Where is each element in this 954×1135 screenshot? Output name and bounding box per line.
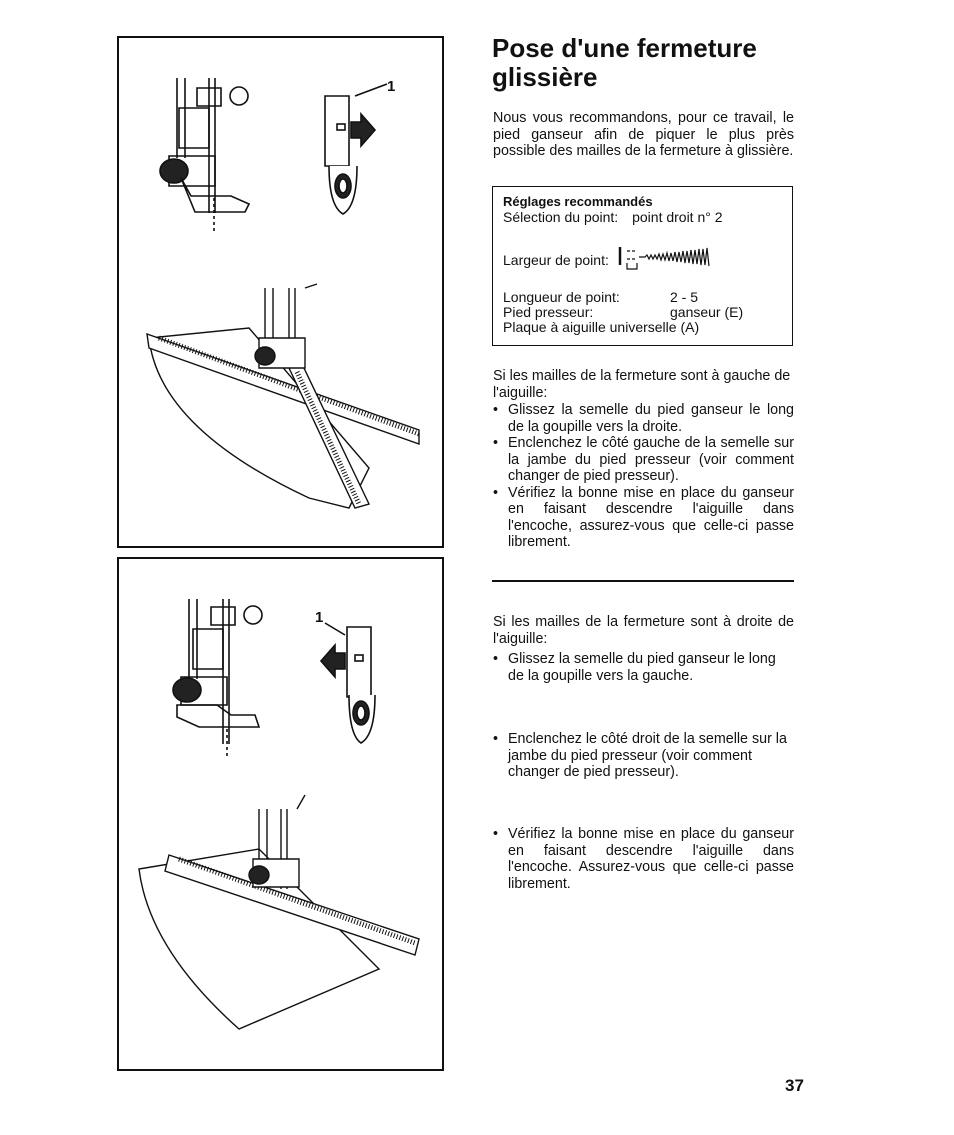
stitch-length-value: 2 - 5 <box>670 289 699 305</box>
section-divider <box>492 580 794 582</box>
illustration-panel-bottom <box>117 557 444 1071</box>
left-section-intro: Si les mailles de la fermeture sont à gauche de l'aiguille: <box>493 368 791 401</box>
zipper-sewing-drawing <box>147 284 419 508</box>
stitch-width-row <box>503 251 757 271</box>
stitch-selection-row <box>503 210 723 226</box>
right-section-bullet-1 <box>493 651 794 684</box>
zipper-foot-right-illustration <box>119 559 442 1069</box>
foot-sole-drawing-2 <box>321 623 375 743</box>
list-item: • Enclenchez le côté droit de la semelle sur la jambe du pied presseur (voir comment changer de pied presseur). <box>493 731 794 781</box>
stitch-width-scale-icon <box>617 241 757 271</box>
presser-foot-drawing <box>160 78 249 232</box>
page-number: 37 <box>785 1076 804 1095</box>
right-section-bullet-3 <box>493 826 794 892</box>
stitch-selection-label: Sélection du point: <box>503 209 619 225</box>
right-section-intro: Si les mailles de la fermeture sont à droite de l'aiguille: <box>493 614 794 647</box>
right-section-bullet-2 <box>493 731 794 781</box>
page-title: Pose d'une fermeture glissière <box>492 33 757 92</box>
presser-foot-label: Pied presseur: <box>503 304 594 320</box>
left-section-bullets <box>493 402 794 551</box>
stitch-selection-value: point droit n° 2 <box>632 209 723 225</box>
needle-plate-row: Plaque à aiguille universelle (A) <box>503 319 700 335</box>
presser-foot-drawing-2 <box>173 599 262 759</box>
list-item: • Glissez la semelle du pied ganseur le long de la goupille vers la gauche. <box>493 651 794 684</box>
intro-paragraph: Nous vous recommandons, pour ce travail, le pied ganseur afin de piquer le plus près possible des mailles de la fermeture à glissière. <box>493 110 794 159</box>
settings-heading: Réglages recommandés <box>503 194 653 209</box>
foot-sole-drawing <box>325 84 387 214</box>
zipper-sewing-drawing-2 <box>139 795 419 1029</box>
stitch-length-label: Longueur de point: <box>503 289 620 305</box>
callout-number-top: 1 <box>387 78 396 95</box>
list-item: • Glissez la semelle du pied ganseur le long de la goupille vers la droite. <box>493 402 794 435</box>
illustration-panel-top <box>117 36 444 548</box>
callout-number-bottom: 1 <box>315 609 324 626</box>
recommended-settings-box <box>492 186 793 346</box>
list-item: • Vérifiez la bonne mise en place du ganseur en faisant descendre l'aiguille dans l'encoche, assurez-vous que celle-ci passe librement. <box>493 485 794 551</box>
presser-foot-value: ganseur (E) <box>670 304 744 320</box>
list-item: • Enclenchez le côté gauche de la semelle sur la jambe du pied presseur (voir comment changer de pied presseur). <box>493 435 794 485</box>
stitch-width-label: Largeur de point: <box>503 251 609 268</box>
list-item: • Vérifiez la bonne mise en place du ganseur en faisant descendre l'aiguille dans l'encoche. Assurez-vous que celle-ci passe librement. <box>493 826 794 892</box>
zipper-foot-left-illustration <box>119 38 442 546</box>
